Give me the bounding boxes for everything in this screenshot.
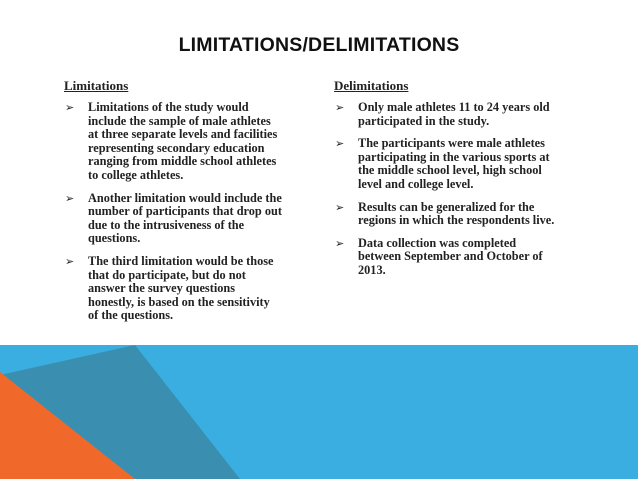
list-item	[334, 237, 556, 278]
list-item	[64, 192, 282, 246]
arrow-bullet-icon: ➢	[335, 101, 345, 114]
list-item	[334, 201, 556, 228]
list-item-text: Data collection was completed between September and October of 2013.	[358, 235, 543, 277]
limitations-list	[64, 101, 282, 323]
limitations-heading: Limitations	[64, 78, 129, 93]
list-item-text: The participants were male athletes participating in the various sports at the middle school level, high school level and college level.	[358, 136, 550, 191]
list-item	[64, 255, 282, 323]
arrow-bullet-icon: ➢	[335, 200, 345, 214]
list-item-text: Results can be generalized for the regions in which the respondents live.	[358, 199, 555, 228]
list-item	[64, 101, 282, 183]
slide-title: LIMITATIONS/DELIMITATIONS	[178, 34, 460, 56]
list-item-text: Only male athletes 11 to 24 years old participated in the study.	[358, 100, 550, 128]
arrow-bullet-icon: ➢	[335, 137, 345, 151]
list-item	[334, 101, 556, 128]
list-item-text: The third limitation would be those that do participate, but do not answer the survey questions honestly, is based on the sensitivity of the questions.	[88, 253, 274, 323]
delimitations-column	[334, 78, 556, 287]
arrow-bullet-icon: ➢	[65, 101, 75, 114]
delimitations-list	[334, 101, 556, 278]
list-item-text: Limitations of the study would include the sample of male athletes at three separate levels and facilities representing secondary education ranging from middle school athletes to college athletes.	[88, 100, 278, 182]
list-item	[334, 137, 556, 191]
arrow-bullet-icon: ➢	[65, 191, 75, 205]
delimitations-heading: Delimitations	[334, 78, 409, 93]
arrow-bullet-icon: ➢	[65, 254, 75, 268]
arrow-bullet-icon: ➢	[335, 236, 345, 250]
list-item-text: Another limitation would include the number of participants that drop out due to the intrusiveness of the questions.	[88, 190, 282, 246]
limitations-column	[64, 78, 282, 332]
